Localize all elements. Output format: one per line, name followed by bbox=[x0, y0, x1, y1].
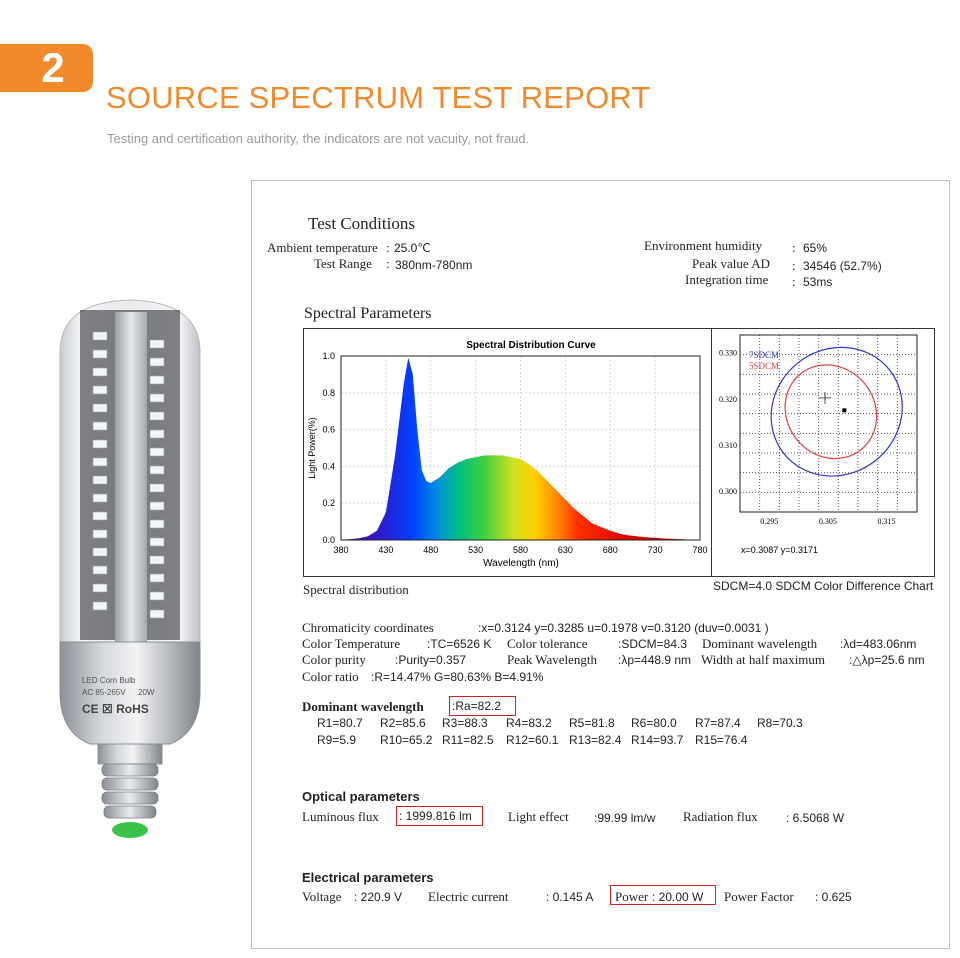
humidity-value: 65% bbox=[803, 241, 828, 255]
chromaticity-label: Chromaticity coordinates bbox=[302, 620, 434, 635]
r-value: R4=83.2 bbox=[506, 716, 552, 730]
r-value: R6=80.0 bbox=[631, 716, 677, 730]
spectral-x-tick: 480 bbox=[423, 545, 439, 555]
test-range-value: 380nm-780nm bbox=[395, 258, 473, 272]
sdcm-y-tick: 0.330 bbox=[719, 348, 737, 358]
spectral-y-tick: 0.4 bbox=[322, 461, 335, 472]
color-ratio-value: :R=14.47% G=80.63% B=4.91% bbox=[371, 670, 544, 684]
sdcm-point-square bbox=[842, 408, 846, 412]
spectral-x-tick: 780 bbox=[692, 545, 708, 555]
power-factor-value: : 0.625 bbox=[815, 890, 852, 904]
humidity-label: Environment humidity bbox=[644, 238, 763, 253]
sdcm-legend-5: 5SDCM bbox=[749, 361, 780, 371]
sdcm-y-tick: 0.320 bbox=[719, 394, 737, 404]
r-value: R1=80.7 bbox=[317, 716, 363, 730]
peak-wavelength-value: :λp=448.9 nm bbox=[618, 653, 692, 667]
test-range-label: Test Range bbox=[314, 256, 372, 271]
luminous-flux-label: Luminous flux bbox=[302, 809, 379, 824]
power-factor-label: Power Factor bbox=[724, 889, 794, 904]
radiation-flux-label: Radiation flux bbox=[683, 809, 758, 824]
spectral-y-tick: 0.6 bbox=[322, 424, 335, 435]
light-effect-label: Light effect bbox=[508, 809, 569, 824]
ra-value-highlight: :Ra=82.2 bbox=[449, 696, 516, 716]
spectral-y-tick: 0.0 bbox=[322, 535, 335, 545]
chromaticity-value: :x=0.3124 y=0.3285 u=0.1978 v=0.3120 (duv=0.0031 ) bbox=[478, 621, 769, 635]
r-value: R10=65.2 bbox=[380, 733, 433, 747]
corn-bulb-image bbox=[40, 292, 220, 852]
electric-current-value: : 0.145 A bbox=[546, 890, 594, 904]
spectral-y-tick: 0.2 bbox=[322, 498, 335, 509]
power-value: : 20.00 W bbox=[652, 890, 704, 904]
r-value: R9=5.9 bbox=[317, 733, 357, 747]
r-value: R2=85.6 bbox=[380, 716, 426, 730]
electric-current-label: Electric current bbox=[428, 889, 509, 904]
optical-heading: Optical parameters bbox=[302, 789, 420, 804]
spectral-x-axis-label: Wavelength (nm) bbox=[483, 558, 559, 569]
rendering-label: Dominant wavelength bbox=[302, 699, 424, 714]
r-value: R14=93.7 bbox=[631, 733, 684, 747]
integration-time-value: 53ms bbox=[803, 275, 833, 289]
spectral-x-tick: 730 bbox=[647, 545, 663, 555]
r-value: R12=60.1 bbox=[506, 733, 559, 747]
half-maximum-value: :△λp=25.6 nm bbox=[849, 653, 925, 667]
sdcm-caption: SDCM=4.0 SDCM Color Difference Chart bbox=[713, 579, 934, 593]
ambient-temperature-value: 25.0℃ bbox=[394, 241, 431, 255]
step-number: 2 bbox=[41, 44, 65, 91]
integration-time-label: Integration time bbox=[685, 272, 769, 287]
r-value: R7=87.4 bbox=[695, 716, 741, 730]
r-value: R15=76.4 bbox=[695, 733, 748, 747]
sdcm-coordinates: x=0.3087 y=0.3171 bbox=[741, 545, 819, 555]
color-purity-value: :Purity=0.357 bbox=[395, 653, 467, 667]
peak-value-label: Peak value AD bbox=[692, 256, 770, 271]
test-report-panel: Test Conditions Ambient temperature : 25.0℃ Test Range : 380nm-780nm Environment humidity : 65% Peak value AD : 34546 (52.7%) Integration time : 53ms Spectral Parameters Spectral Distribution Curve 380 430 480 530 580 630 680 730 780 0.0 0.2 0.4 0.6 0.8 1.0 Wavelength (nm) Light Power(%) 0.295 0.305 0.315 0.330 0.320 0.310 0.300 7SDCM 5SDCM x=0.3087 y=0.3171 Spectral distribution SDCM=4.0 SDCM Color Difference Chart Chromaticity coordinates :x=0.3124 y=0.3285 u=0.1978 v=0.3120 (duv=0.0031 ) Color Temperature :TC=6526 K Color tolerance :SDCM=84.3 Dominant wavelength :λd=483.06nm Color purity :Purity=0.357 Peak Wavelength :λp=448.9 nm Width at half maximum :△λp=25.6 nm Color ratio :R=14.47% G=80.63% B=4.91% Dominant wavelength :Ra=82.2 R1=80.7 R2=85.6 R3=88.3 R4=83.2 R5=81.8 R6=80.0 R7=87.4 R8=70.3 R9=5.9 R10=65.2 R11=82.5 R12=60.1 R13=82.4 R14=93.7 R15=76.4 Optical parameters Luminous flux : 1999.816 lm Light effect :99.99 lm/w Radiation flux : 6.5068 W Electrical parameters Voltage : 220.9 V Electric current : 0.145 A Power : 20.00 W Power Factor : 0.625 bbox=[251, 180, 950, 949]
color-tolerance-value: :SDCM=84.3 bbox=[618, 637, 688, 651]
peak-value-value: 34546 (52.7%) bbox=[803, 259, 882, 273]
peak-wavelength-label: Peak Wavelength bbox=[507, 652, 598, 667]
sdcm-legend-7: 7SDCM bbox=[749, 350, 780, 360]
dominant-wavelength-label: Dominant wavelength bbox=[702, 636, 818, 651]
spectral-chart-title: Spectral Distribution Curve bbox=[466, 340, 596, 351]
dominant-wavelength-value: :λd=483.06nm bbox=[840, 637, 917, 651]
spectral-y-axis-label: Light Power(%) bbox=[307, 417, 317, 479]
r-value: R8=70.3 bbox=[757, 716, 803, 730]
light-effect-value: :99.99 lm/w bbox=[594, 811, 656, 825]
luminous-flux-value-highlight: : 1999.816 lm bbox=[396, 806, 483, 826]
bulb-label-line1: LED Corn Bulb bbox=[82, 676, 136, 685]
sdcm-chart bbox=[711, 328, 935, 577]
r-value: R3=88.3 bbox=[442, 716, 488, 730]
bulb-label-line2: AC 85-265V bbox=[82, 688, 126, 697]
spectral-y-tick: 1.0 bbox=[322, 351, 335, 361]
voltage-value: : 220.9 V bbox=[354, 890, 403, 904]
electrical-heading: Electrical parameters bbox=[302, 870, 434, 885]
sdcm-x-tick: 0.295 bbox=[760, 517, 779, 526]
r-value: R13=82.4 bbox=[569, 733, 622, 747]
spectral-x-tick: 680 bbox=[602, 545, 618, 555]
radiation-flux-value: : 6.5068 W bbox=[786, 811, 845, 825]
spectral-x-tick: 630 bbox=[557, 545, 573, 555]
voltage-label: Voltage bbox=[302, 889, 342, 904]
color-temperature-value: :TC=6526 K bbox=[427, 637, 492, 651]
power-label: Power bbox=[615, 889, 649, 904]
page-title: SOURCE SPECTRUM TEST REPORT bbox=[106, 80, 651, 115]
spectral-parameters-heading: Spectral Parameters bbox=[304, 305, 432, 322]
sdcm-y-tick: 0.300 bbox=[719, 487, 737, 497]
r-value: R5=81.8 bbox=[569, 716, 615, 730]
spectral-x-tick: 380 bbox=[333, 545, 349, 555]
ambient-temperature-label: Ambient temperature bbox=[267, 240, 378, 255]
spectral-x-tick: 580 bbox=[512, 545, 529, 555]
spectral-y-tick: 0.8 bbox=[322, 387, 335, 398]
test-conditions-heading: Test Conditions bbox=[308, 214, 415, 233]
color-purity-label: Color purity bbox=[302, 652, 366, 667]
r-value: R11=82.5 bbox=[442, 733, 494, 747]
page-subtitle: Testing and certification authority, the indicators are not vacuity, not fraud. bbox=[107, 131, 530, 146]
half-maximum-label: Width at half maximum bbox=[701, 652, 826, 667]
color-temperature-label: Color Temperature bbox=[302, 636, 401, 651]
spectral-x-tick: 530 bbox=[468, 545, 484, 555]
sdcm-y-tick: 0.310 bbox=[719, 440, 737, 450]
bulb-cert-marks: CE ☒ RoHS bbox=[82, 702, 149, 716]
bulb-label-line3: 20W bbox=[138, 688, 155, 697]
color-ratio-label: Color ratio bbox=[302, 669, 359, 684]
spectral-distribution-chart bbox=[303, 328, 713, 577]
sdcm-x-tick: 0.305 bbox=[818, 517, 837, 526]
sdcm-x-tick: 0.315 bbox=[877, 517, 896, 526]
color-tolerance-label: Color tolerance bbox=[507, 636, 588, 651]
spectral-x-tick: 430 bbox=[378, 545, 394, 555]
spectral-distribution-caption: Spectral distribution bbox=[303, 582, 409, 597]
